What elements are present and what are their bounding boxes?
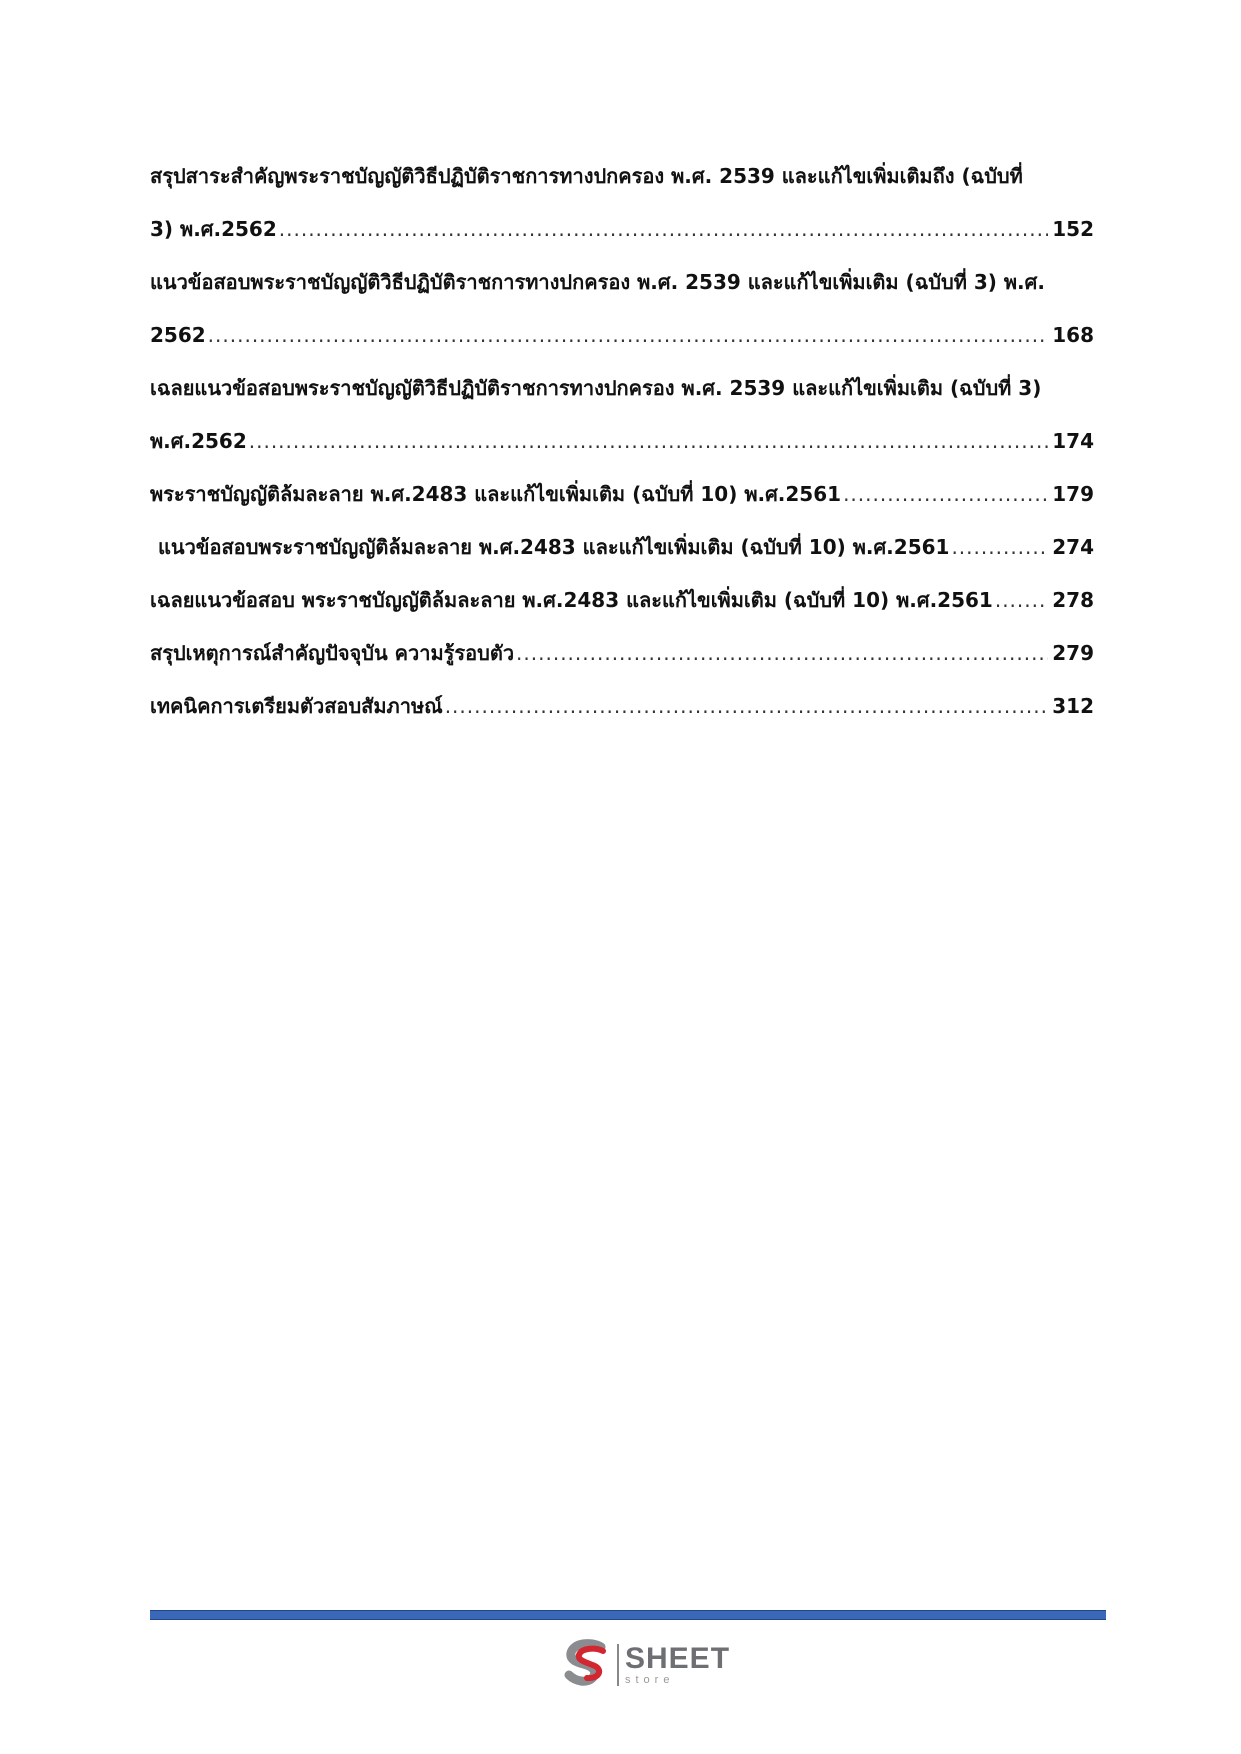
- toc-entry[interactable]: [150, 627, 1094, 680]
- toc-entry-title-line2: 2562: [150, 323, 206, 347]
- logo-main-text: SHEET: [625, 1642, 731, 1675]
- toc-entry-title: สรุปเหตุการณ์สำคัญปัจจุบัน ความรู้รอบตัว: [150, 641, 515, 665]
- toc-entry[interactable]: [150, 468, 1094, 521]
- toc-entry-title-line1: แนวข้อสอบพระราชบัญญัติวิธีปฏิบัติราชการทางปกครอง พ.ศ. 2539 และแก้ไขเพิ่มเติม (ฉบับที่ 3) พ.ศ.: [150, 270, 1045, 294]
- toc-entry-title-line1: เฉลยแนวข้อสอบพระราชบัญญัติวิธีปฏิบัติราชการทางปกครอง พ.ศ. 2539 และแก้ไขเพิ่มเติม (ฉบับที่ 3): [150, 376, 1042, 400]
- toc-entry-title: แนวข้อสอบพระราชบัญญัติล้มละลาย พ.ศ.2483 และแก้ไขเพิ่มเติม (ฉบับที่ 10) พ.ศ.2561: [158, 535, 950, 559]
- toc-entry-title: เฉลยแนวข้อสอบ พระราชบัญญัติล้มละลาย พ.ศ.2483 และแก้ไขเพิ่มเติม (ฉบับที่ 10) พ.ศ.2561: [150, 588, 993, 612]
- dot-leader: [843, 468, 1048, 521]
- dot-leader: [445, 680, 1049, 733]
- toc-entry-title: พระราชบัญญัติล้มละลาย พ.ศ.2483 และแก้ไขเพิ่มเติม (ฉบับที่ 10) พ.ศ.2561: [150, 482, 842, 506]
- toc-entry[interactable]: [150, 521, 1094, 574]
- toc-page-number: 179: [1052, 482, 1094, 506]
- logo-wordmark: [625, 1644, 730, 1686]
- toc-page-number: 279: [1052, 641, 1094, 665]
- dot-leader: [516, 627, 1048, 680]
- table-of-contents: [150, 150, 1094, 733]
- dot-leader: [951, 521, 1048, 574]
- dot-leader: [249, 415, 1049, 468]
- toc-page-number: 278: [1052, 588, 1094, 612]
- toc-entry[interactable]: [150, 362, 1094, 468]
- sheet-store-logo: [563, 1637, 733, 1693]
- toc-entry-title-line2: 3) พ.ศ.2562: [150, 217, 277, 241]
- toc-entry[interactable]: [150, 150, 1094, 256]
- toc-page-number: 168: [1052, 323, 1094, 347]
- dot-leader: [995, 574, 1048, 627]
- toc-entry[interactable]: [150, 680, 1094, 733]
- toc-page-number: 174: [1052, 429, 1094, 453]
- logo-divider: [617, 1644, 619, 1686]
- toc-entry[interactable]: [150, 256, 1094, 362]
- toc-entry[interactable]: [150, 574, 1094, 627]
- dot-leader: [208, 309, 1049, 362]
- toc-page-number: 312: [1052, 694, 1094, 718]
- toc-entry-title-line2: พ.ศ.2562: [150, 429, 247, 453]
- logo-sub-text: store: [625, 1674, 675, 1686]
- toc-entry-title-line1: สรุปสาระสำคัญพระราชบัญญัติวิธีปฏิบัติราชการทางปกครอง พ.ศ. 2539 และแก้ไขเพิ่มเติมถึง (ฉบับที่: [150, 164, 1023, 188]
- sheet-store-s-icon: [563, 1639, 613, 1691]
- toc-entry-title: เทคนิคการเตรียมตัวสอบสัมภาษณ์: [150, 694, 443, 718]
- footer-divider-bar: [150, 1610, 1106, 1620]
- toc-page-number: 152: [1052, 217, 1094, 241]
- toc-page-number: 274: [1052, 535, 1094, 559]
- dot-leader: [279, 203, 1048, 256]
